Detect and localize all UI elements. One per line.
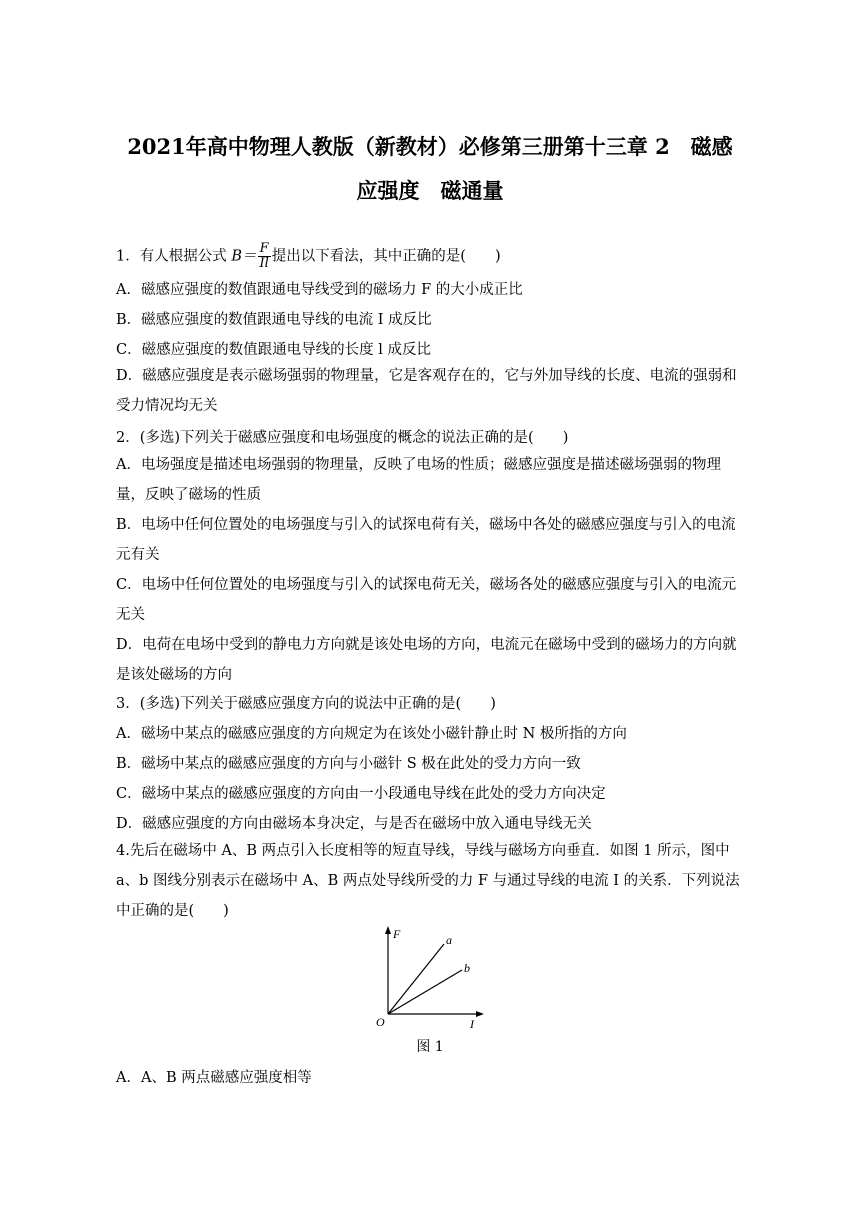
figure-1-caption: 图 1 [416, 1039, 444, 1055]
title-line-2: 应强度 磁通量 [356, 178, 504, 203]
line-b-label: b [464, 961, 470, 975]
q1-fraction-numerator: F [258, 242, 271, 257]
y-axis-arrow-icon [385, 926, 391, 934]
q1-option-c: C．磁感应强度的数值跟通电导线的长度 l 成反比 [116, 342, 431, 358]
q2-option-a: A．电场强度是描述电场强弱的物理量，反映了电场的性质；磁感应强度是描述磁场强弱的物理量，反映了磁场的性质 [116, 457, 721, 503]
q1-option-a: A．磁感应强度的数值跟通电导线受到的磁场力 F 的大小成正比 [116, 282, 523, 298]
q3-option-c: C．磁场中某点的磁感应强度的方向由一小段通电导线在此处的受力方向决定 [116, 786, 606, 802]
q2-option-d: D．电荷在电场中受到的静电力方向就是该处电场的方向，电流元在磁场中受到的磁场力的方向就是该处磁场的方向 [116, 637, 737, 683]
q4-option-a: A．A、B 两点磁感应强度相等 [116, 1070, 312, 1086]
q1-option-b: B．磁感应强度的数值跟通电导线的电流 I 成反比 [116, 312, 432, 328]
q1-option-d: D．磁感应强度是表示磁场强弱的物理量，它是客观存在的，它与外加导线的长度、电流的强弱和受力情况均无关 [116, 368, 737, 414]
q2-option-b: B．电场中任何位置处的电场强度与引入的试探电荷有关，磁场中各处的磁感应强度与引入的电流元有关 [116, 517, 736, 563]
question-3-stem: 3．(多选)下列关于磁感应强度方向的说法中正确的是( ) [116, 696, 496, 712]
x-axis-label: I [470, 1017, 474, 1030]
x-axis-arrow-icon [476, 1011, 484, 1017]
q1-fraction-denominator: Il [259, 256, 269, 271]
question-2-stem: 2．(多选)下列关于磁感应强度和电场强度的概念的说法正确的是( ) [116, 430, 569, 446]
line-b [388, 970, 462, 1014]
origin-label: O [376, 1015, 385, 1029]
question-1-stem [116, 242, 744, 271]
q3-option-d: D．磁感应强度的方向由磁场本身决定，与是否在磁场中放入通电导线无关 [116, 816, 592, 832]
q3-option-b: B．磁场中某点的磁感应强度的方向与小磁针 S 极在此处的受力方向一致 [116, 756, 581, 772]
line-a [388, 944, 444, 1014]
q1-prefix: 1．有人根据公式 [116, 248, 227, 265]
q1-formula-lhs: B＝ [231, 248, 257, 265]
q2-option-c: C．电场中任何位置处的电场强度与引入的试探电荷无关，磁场各处的磁感应强度与引入的电流元无关 [116, 577, 737, 623]
q3-option-a: A．磁场中某点的磁感应强度的方向规定为在该处小磁针静止时 N 极所指的方向 [116, 726, 627, 742]
y-axis-label: F [393, 927, 401, 941]
title-line-1: 2021年高中物理人教版（新教材）必修第三册第十三章 2 磁感 [127, 134, 733, 159]
q1-formula-fraction [258, 242, 271, 271]
line-a-label: a [446, 933, 452, 947]
figure-1-graph [368, 922, 488, 1030]
q1-suffix: 提出以下看法，其中正确的是( ) [271, 248, 501, 265]
question-4-stem: 4.先后在磁场中 A、B 两点引入长度相等的短直导线，导线与磁场方向垂直．如图 1 所示，图中 a、b 图线分别表示在磁场中 A、B 两点处导线所受的力 F 与通过导线的电流 I 的关系．下列说法中正确的是( ) [116, 843, 740, 919]
